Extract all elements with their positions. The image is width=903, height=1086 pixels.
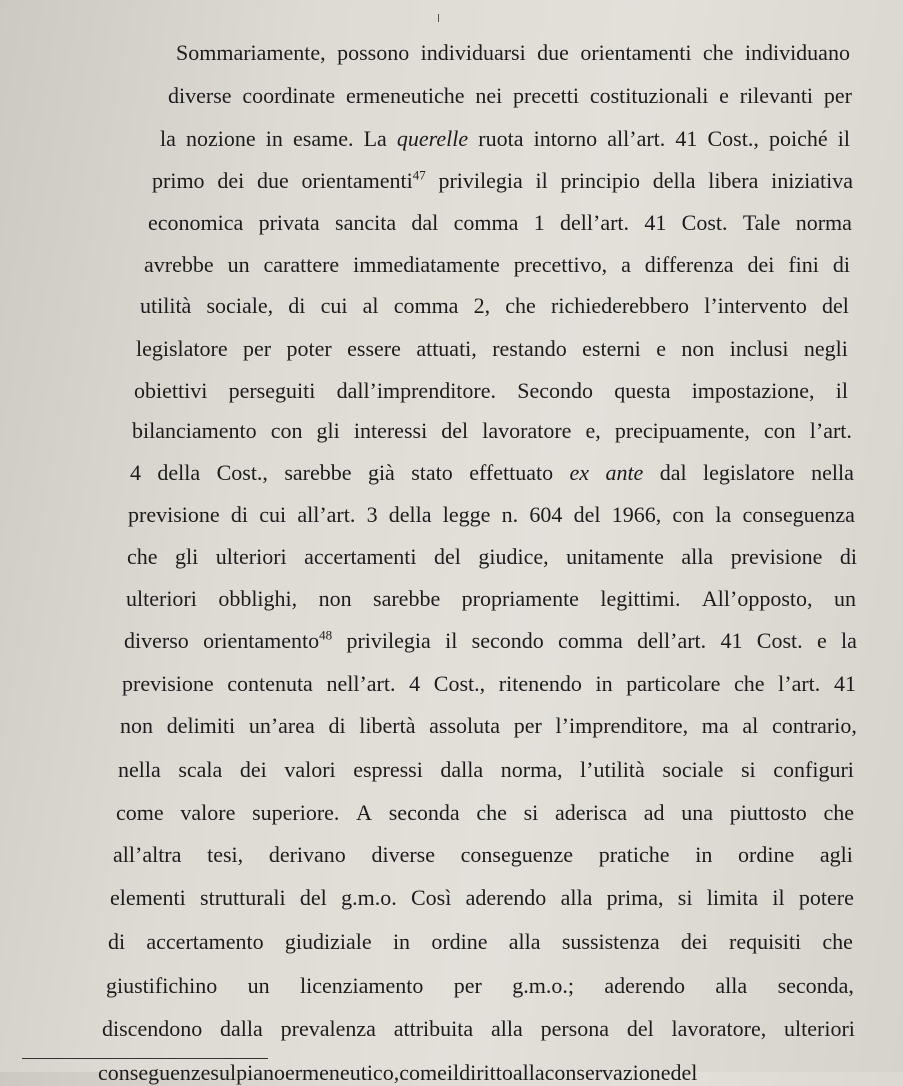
text-line [132, 418, 852, 444]
word: un [247, 973, 270, 998]
word: diverse [168, 83, 232, 108]
word: prevalenza [280, 1016, 376, 1041]
word: esame. [293, 126, 354, 151]
word: al [362, 293, 379, 318]
word: prima, [606, 885, 664, 910]
word: obblighi, [218, 586, 298, 611]
word: il [446, 1060, 460, 1085]
word: che [476, 800, 507, 825]
word: principio [560, 168, 640, 193]
word: si [677, 885, 693, 910]
word: cui [259, 502, 287, 527]
word: economica [148, 210, 244, 235]
word: libertà [359, 713, 416, 738]
word: possono [337, 40, 410, 65]
word: due [537, 40, 569, 65]
word: una [681, 800, 714, 825]
word: negli [803, 336, 848, 361]
word: e [719, 83, 729, 108]
word: ruota [478, 126, 524, 151]
word: querelle [396, 126, 469, 151]
word: e, [585, 418, 601, 443]
word: La [363, 126, 387, 151]
word: norma [795, 210, 852, 235]
word: nella [811, 460, 854, 485]
word: con [270, 418, 303, 443]
word: ad [643, 800, 665, 825]
word: pratiche [598, 842, 670, 867]
word: precipuamente, [614, 418, 750, 443]
word: e [656, 336, 666, 361]
word: avrebbe [144, 252, 214, 277]
text-line [116, 800, 854, 826]
word: ordine [738, 842, 795, 867]
word: licenziamento [300, 973, 424, 998]
word: conseguenze [460, 842, 574, 867]
word: dei [747, 252, 775, 277]
word: alla [512, 1060, 545, 1085]
word: Così [411, 885, 452, 910]
word: per [513, 713, 542, 738]
word: sarebbe [284, 460, 352, 485]
text-line [152, 168, 853, 194]
word: con [672, 502, 705, 527]
text-line [130, 460, 854, 486]
word: l’imprenditore, [555, 713, 689, 738]
word: Sommariamente, [176, 40, 326, 65]
word: non [318, 586, 352, 611]
word: poiché [768, 126, 828, 151]
word: diverse [371, 842, 435, 867]
word: alla [681, 544, 714, 569]
word: A [356, 800, 373, 825]
text-line [124, 628, 857, 654]
word: Cost., [216, 460, 268, 485]
word: conseguenze [98, 1060, 211, 1085]
word: strutturali [200, 885, 286, 910]
word: come [116, 800, 164, 825]
word: assoluta [429, 713, 501, 738]
word: al [742, 713, 759, 738]
word: potere [798, 885, 854, 910]
word: restando [492, 336, 567, 361]
word: del [434, 544, 461, 569]
word: dalla [220, 1016, 263, 1041]
word: del [573, 502, 601, 527]
word: alla [560, 885, 593, 910]
word: sussistenza [561, 929, 660, 954]
word: Cost. [681, 210, 728, 235]
word: dei [217, 168, 245, 193]
word: conseguenza [742, 502, 855, 527]
word: il [837, 126, 850, 151]
word: previsione [128, 502, 220, 527]
word: dal [411, 210, 439, 235]
word: all’altra [113, 842, 182, 867]
word: differenza [644, 252, 734, 277]
word: persona [540, 1016, 609, 1041]
word: ritenendo [498, 671, 582, 696]
word: un [833, 586, 856, 611]
footnote-ref[interactable]: 47 [412, 167, 426, 183]
word: requisiti [729, 929, 802, 954]
word: dell’art. [560, 210, 630, 235]
text-line [136, 336, 848, 362]
word: previsione [730, 544, 823, 569]
text-line [106, 973, 854, 999]
word: che [822, 929, 853, 954]
word: agli [819, 842, 853, 867]
word: che [823, 800, 854, 825]
word: delimiti [166, 713, 236, 738]
word: di [288, 293, 306, 318]
word: ulteriori [784, 1016, 855, 1041]
word: sociale, [206, 293, 274, 318]
text-line [98, 1060, 814, 1086]
word: sancita [335, 210, 397, 235]
word: per [823, 83, 852, 108]
word: il [772, 885, 785, 910]
word: ex [569, 460, 590, 485]
word: della [388, 502, 432, 527]
word: attribuita [393, 1016, 474, 1041]
word: precetti [513, 83, 579, 108]
word: privilegia [346, 628, 431, 653]
word: con [763, 418, 796, 443]
word: comma [558, 628, 623, 653]
word: effettuato [469, 460, 554, 485]
word: all’art. [607, 126, 666, 151]
word: attuati, [416, 336, 477, 361]
word: lavoratore, [671, 1016, 767, 1041]
word: orientamenti [580, 40, 692, 65]
word: tesi, [207, 842, 244, 867]
word: g.m.o. [341, 885, 397, 910]
word: nell’art. [326, 671, 396, 696]
word-with-footnote: orientamento$^{48}$ [203, 627, 333, 653]
word: legittimi. [600, 586, 681, 611]
page-mark [438, 14, 439, 22]
text-line [128, 502, 855, 528]
word: utilità [140, 293, 192, 318]
word: 41 [720, 628, 743, 653]
word: in [695, 842, 713, 867]
text-line [140, 293, 849, 319]
text-line [168, 83, 852, 109]
word: di [328, 713, 346, 738]
word: si [523, 800, 539, 825]
word: ermeneutiche [346, 83, 465, 108]
word: di [832, 252, 850, 277]
word: fini [788, 252, 819, 277]
word: dei [680, 929, 708, 954]
word: ma [701, 713, 729, 738]
word: in [595, 671, 613, 696]
word: 41 [675, 126, 698, 151]
word: accertamenti [304, 544, 417, 569]
word: la [715, 502, 732, 527]
word: nozione [186, 126, 256, 151]
word: giustifichino [106, 973, 218, 998]
word: individuano [744, 40, 850, 65]
word: l’art. [778, 671, 821, 696]
word: il [535, 168, 548, 193]
word: in [392, 929, 411, 954]
word: che [505, 293, 536, 318]
word: Cost. [756, 628, 803, 653]
word: che [127, 544, 158, 569]
word: esterni [582, 336, 641, 361]
word: costituzionali [589, 83, 709, 108]
text-line [126, 586, 856, 612]
word: aderendo [604, 973, 686, 998]
word: particolare [626, 671, 721, 696]
word: non [120, 713, 153, 738]
word: come [399, 1060, 447, 1085]
word: 41 [833, 671, 856, 696]
word: dell’art. [637, 628, 707, 653]
word: nella [118, 757, 161, 782]
text-line [113, 842, 853, 868]
word: del [626, 1016, 654, 1041]
word: ermeneutico, [284, 1060, 400, 1085]
word: comma [393, 293, 459, 318]
word: del [822, 293, 849, 318]
word: individuarsi [420, 40, 526, 65]
word: g.m.o.; [512, 973, 574, 998]
word: intorno [533, 126, 598, 151]
word: immediatamente [353, 252, 500, 277]
word: elementi [110, 885, 186, 910]
word: inclusi [729, 336, 789, 361]
word: contenuta [227, 671, 313, 696]
text-line [144, 252, 850, 278]
word: il [835, 378, 848, 403]
word: essere [347, 336, 401, 361]
word: della [157, 460, 201, 485]
word: ordine [431, 929, 488, 954]
word: discendono [102, 1016, 203, 1041]
word: obiettivi [134, 378, 208, 403]
text-line [118, 757, 854, 783]
word: piano [236, 1060, 285, 1085]
word: Secondo [517, 378, 594, 403]
word: privilegia [438, 168, 523, 193]
word: libera [708, 168, 759, 193]
word: privata [258, 210, 320, 235]
word: in [265, 126, 283, 151]
word: 41 [644, 210, 667, 235]
word: di [230, 502, 248, 527]
word: aderisca [554, 800, 628, 825]
word: comma [453, 210, 519, 235]
word: sul [210, 1060, 237, 1085]
word: poter [286, 336, 332, 361]
word: coordinate [242, 83, 336, 108]
footnote-separator [22, 1058, 268, 1059]
word: stato [411, 460, 453, 485]
word: carattere [263, 252, 340, 277]
text-line [134, 378, 848, 404]
word: primo [152, 168, 205, 193]
word: che [702, 40, 734, 65]
text-line [120, 713, 857, 739]
word: questa [614, 378, 671, 403]
word: un’area [248, 713, 315, 738]
word: espressi [353, 757, 423, 782]
word: diritto [459, 1060, 513, 1085]
word: del [441, 418, 469, 443]
word: propriamente [461, 586, 579, 611]
word: piuttosto [729, 800, 807, 825]
word: gli [316, 418, 340, 443]
word: la [841, 628, 857, 653]
word: un [227, 252, 250, 277]
word: ulteriori [215, 544, 287, 569]
word: due [256, 168, 289, 193]
word: precettivo, [513, 252, 608, 277]
word: gli [175, 544, 199, 569]
word: unitamente [566, 544, 664, 569]
word: del [299, 885, 327, 910]
word: dal [659, 460, 687, 485]
word-with-footnote: orientamenti$^{47}$ [301, 167, 426, 193]
word: ante [605, 460, 644, 485]
word: del [670, 1060, 698, 1085]
word: 2, [473, 293, 491, 318]
word: norma, [500, 757, 563, 782]
word: 3 [366, 502, 378, 527]
word: richiederebbero [551, 293, 690, 318]
word: l’intervento [704, 293, 807, 318]
word: 604 [529, 502, 563, 527]
word: 4 [130, 460, 141, 485]
text-line [110, 885, 854, 911]
word: n. [501, 502, 519, 527]
word: alla [508, 929, 541, 954]
word: seconda [388, 800, 460, 825]
word: All’opposto, [701, 586, 813, 611]
text-line [108, 929, 853, 955]
word: non [681, 336, 715, 361]
word: contrario, [771, 713, 857, 738]
word: legislatore [703, 460, 795, 485]
word: dall’imprenditore. [336, 378, 497, 403]
word: a [621, 252, 631, 277]
word: che [733, 671, 765, 696]
word: configuri [773, 757, 854, 782]
word: previsione [122, 671, 214, 696]
word: la [160, 126, 176, 151]
word: seconda, [777, 973, 854, 998]
word: 1 [533, 210, 545, 235]
word: lavoratore [482, 418, 572, 443]
text-line [127, 544, 857, 570]
word: 1966, [611, 502, 662, 527]
word: giudiziale [284, 929, 372, 954]
word: Tale [742, 210, 781, 235]
word: giudice, [478, 544, 549, 569]
word: legge [442, 502, 491, 527]
word: valori [284, 757, 336, 782]
word: conservazione [544, 1060, 671, 1085]
word: per [243, 336, 272, 361]
word: della [652, 168, 696, 193]
word: interessi [353, 418, 428, 443]
word: 4 [409, 671, 421, 696]
word: già [367, 460, 395, 485]
word: impostazione, [691, 378, 815, 403]
word: Cost., [707, 126, 759, 151]
word: limita [706, 885, 759, 910]
word: alla [490, 1016, 523, 1041]
word: per [453, 973, 482, 998]
word: superiore. [252, 800, 340, 825]
word: bilanciamento [132, 418, 257, 443]
word: sociale [662, 757, 724, 782]
word: il [445, 628, 458, 653]
word: scala [178, 757, 223, 782]
word: valore [180, 800, 236, 825]
word: all’art. [297, 502, 356, 527]
word: cui [320, 293, 348, 318]
word: aderendo [465, 885, 547, 910]
text-line [122, 671, 856, 697]
text-line [102, 1016, 855, 1042]
word: ulteriori [126, 586, 197, 611]
word: diverso [124, 628, 189, 653]
text-line [160, 126, 850, 152]
word: secondo [471, 628, 544, 653]
word: rilevanti [739, 83, 814, 108]
word: l’utilità [580, 757, 645, 782]
footnote-ref[interactable]: 48 [319, 627, 333, 643]
word: dalla [440, 757, 484, 782]
word: e [816, 628, 827, 653]
word: iniziativa [771, 168, 853, 193]
word: l’art. [809, 418, 852, 443]
word: si [741, 757, 756, 782]
word: perseguiti [228, 378, 316, 403]
word: dei [239, 757, 267, 782]
word: Cost., [433, 671, 486, 696]
text-line [148, 210, 852, 236]
word: nei [475, 83, 503, 108]
word: di [108, 929, 126, 954]
word: alla [715, 973, 748, 998]
word: legislatore [136, 336, 228, 361]
word: sarebbe [373, 586, 441, 611]
word: di [839, 544, 857, 569]
word: derivano [268, 842, 346, 867]
text-line [176, 40, 850, 66]
word: accertamento [146, 929, 264, 954]
